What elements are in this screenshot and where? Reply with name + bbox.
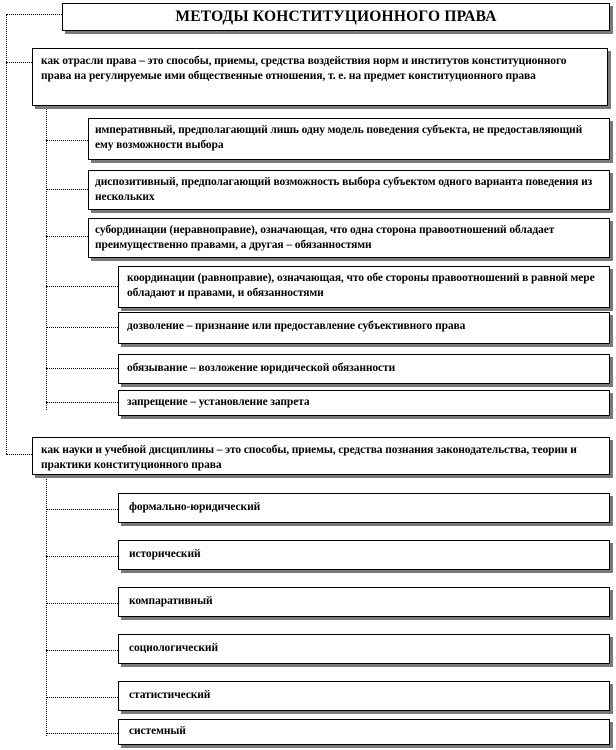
science-method-comparative-text: компаративный — [129, 595, 213, 607]
law-method-dispositive-text: диспозитивный, предполагающий возможность выбора субъектом одного варианта поведения из нескольких — [95, 176, 593, 203]
science-method-systemic — [118, 719, 610, 745]
science-method-historical — [118, 540, 610, 570]
law-method-imperative-text: императивный, предполагающий лишь одну модель поведения субъекта, не предоставляющий ему возможности выбора — [95, 124, 583, 151]
law-method-subordination-text: субординации (неравноправие), означающая, что одна сторона правоотношений обладает преимущественно правами, а другая – обязанностями — [95, 224, 555, 251]
branch-law-connector — [6, 62, 32, 63]
law-methods-connector — [46, 108, 47, 410]
science-method-2-connector — [46, 556, 118, 557]
branch-law-box — [32, 48, 608, 106]
science-method-3-connector — [46, 603, 118, 604]
science-method-5-connector — [46, 697, 118, 698]
law-sub-coordination-text: координации (равноправие), означающая, что обе стороны правоотношений в равной мере обладают и правами, и обязанностями — [127, 272, 595, 299]
main-left-connector — [6, 14, 7, 454]
law-sub-2-connector — [46, 327, 118, 328]
branch-science-box — [32, 437, 610, 475]
science-method-comparative — [118, 587, 610, 617]
law-sub-obligation-text: обязывание – возложение юридической обязанности — [127, 362, 396, 374]
science-method-statistical-text: статистический — [129, 689, 211, 701]
science-method-1-connector — [46, 509, 118, 510]
law-method-1-connector — [46, 140, 88, 141]
law-method-imperative — [88, 118, 610, 160]
law-sub-1-connector — [46, 286, 118, 287]
science-method-systemic-text: системный — [129, 725, 186, 737]
title-connector — [6, 14, 62, 15]
law-sub-prohibition-text: запрещение – установление запрета — [127, 396, 310, 408]
law-sub-3-connector — [46, 368, 118, 369]
law-sub-permission — [118, 312, 610, 344]
branch-science-connector — [6, 454, 32, 455]
branch-law-text: как отрасли права – это способы, приемы, средства воздействия норм и институтов конституционного права на регулируемые ими общественные отношения, т. е. на предмет конституционного права — [41, 55, 567, 82]
law-method-dispositive — [88, 170, 610, 210]
science-method-formal-legal — [118, 493, 610, 523]
science-method-historical-text: исторический — [129, 548, 201, 560]
science-method-6-connector — [46, 733, 118, 734]
law-method-2-connector — [46, 189, 88, 190]
diagram-title — [62, 3, 610, 31]
diagram-title-text: МЕТОДЫ КОНСТИТУЦИОННОГО ПРАВА — [175, 8, 497, 25]
branch-science-text: как науки и учебной дисциплины – это способы, приемы, средства познания законодательства, теории и практики конституционного права — [41, 444, 577, 471]
law-sub-prohibition — [118, 390, 610, 416]
science-method-sociological — [118, 634, 610, 664]
law-sub-4-connector — [46, 402, 118, 403]
law-method-3-connector — [46, 236, 88, 237]
law-sub-coordination — [118, 266, 610, 308]
science-method-sociological-text: социологический — [129, 642, 218, 654]
science-method-4-connector — [46, 650, 118, 651]
law-method-subordination — [88, 218, 610, 258]
law-sub-permission-text: дозволение – признание или предоставление субъективного права — [127, 320, 466, 332]
science-method-formal-legal-text: формально-юридический — [129, 501, 261, 513]
science-method-statistical — [118, 681, 610, 711]
law-sub-obligation — [118, 354, 610, 384]
